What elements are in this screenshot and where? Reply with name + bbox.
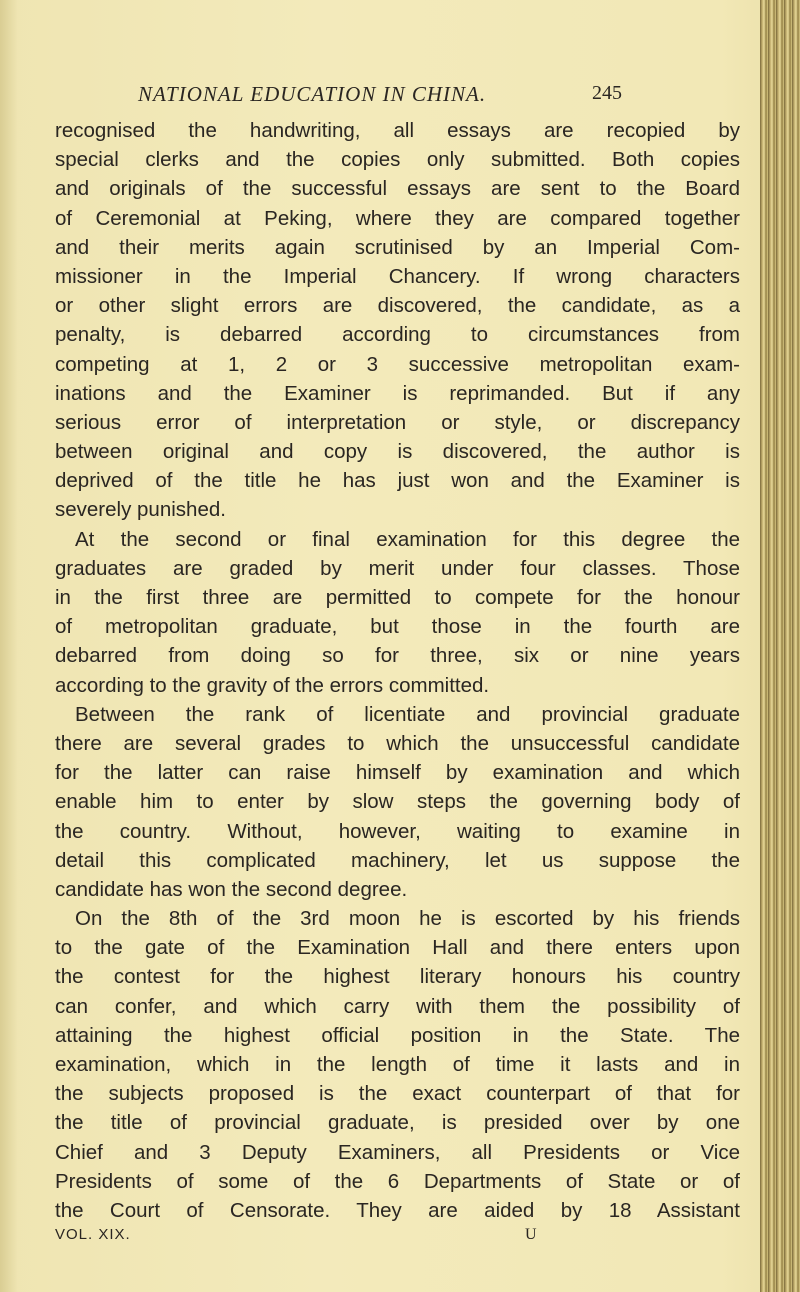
text-line: candidate has won the second degree.	[55, 877, 408, 901]
text-line: graduates are graded by merit under four classes. Those	[55, 556, 740, 580]
text-line: and their merits again scrutinised by an Imperial Com-	[55, 235, 740, 259]
text-line: the title of provincial graduate, is presided over by one	[55, 1111, 740, 1135]
text-line: penalty, is debarred according to circumstances from	[55, 323, 740, 347]
text-line: At the second or final examination for this degree the	[75, 527, 740, 551]
text-line: On the 8th of the 3rd moon he is escorted by his friends	[75, 907, 740, 931]
text-line: recognised the handwriting, all essays are recopied by	[55, 119, 740, 142]
text-line: can confer, and which carry with them the possibility of	[55, 994, 740, 1018]
running-title: NATIONAL EDUCATION IN CHINA.	[138, 82, 487, 106]
text-line: between original and copy is discovered, the author is	[55, 440, 740, 464]
book-page-edges	[760, 0, 800, 1292]
text-line: or other slight errors are discovered, the candidate, as a	[55, 294, 740, 318]
signature-mark: U	[525, 1226, 537, 1243]
text-line: of Ceremonial at Peking, where they are compared together	[55, 206, 740, 230]
text-line: attaining the highest official position in the State. The	[55, 1023, 740, 1047]
text-line: missioner in the Imperial Chancery. If wrong characters	[55, 264, 740, 288]
text-line: of metropolitan graduate, but those in the fourth are	[55, 615, 740, 639]
text-line: special clerks and the copies only submitted. Both copies	[55, 148, 740, 172]
volume-label: VOL. XIX.	[55, 1226, 131, 1243]
text-line: the country. Without, however, waiting to examine in	[55, 819, 740, 843]
text-line: the contest for the highest literary honours his country	[55, 965, 740, 989]
text-line: there are several grades to which the unsuccessful candidate	[55, 731, 740, 755]
text-line: and originals of the successful essays are sent to the Board	[55, 177, 740, 201]
text-line: the Court of Censorate. They are aided by 18 Assistant	[55, 1198, 740, 1222]
text-line: inations and the Examiner is reprimanded. But if any	[55, 381, 740, 405]
text-line: examination, which in the length of time it lasts and in	[55, 1053, 740, 1076]
text-line: Presidents of some of the 6 Departments of State or of	[55, 1169, 740, 1193]
text-line: deprived of the title he has just won and the Examiner is	[55, 469, 740, 493]
text-line: for the latter can raise himself by examination and which	[55, 761, 740, 785]
text-line: detail this complicated machinery, let us suppose the	[55, 848, 740, 872]
text-line: enable him to enter by slow steps the governing body of	[55, 790, 740, 814]
text-line: serious error of interpretation or style, or discrepancy	[55, 410, 740, 434]
text-line: to the gate of the Examination Hall and there enters upon	[55, 936, 740, 960]
page-number: 245	[592, 82, 622, 104]
text-line: severely punished.	[55, 498, 226, 522]
text-line: debarred from doing so for three, six or nine years	[55, 644, 740, 668]
text-line: in the first three are permitted to compete for the honour	[55, 586, 740, 609]
page-gutter-shadow	[0, 0, 18, 1292]
text-line: Between the rank of licentiate and provincial graduate	[75, 702, 740, 726]
text-line: according to the gravity of the errors committed.	[55, 673, 490, 697]
body-text	[55, 116, 740, 1225]
text-line: the subjects proposed is the exact counterpart of that for	[55, 1082, 740, 1106]
text-line: Chief and 3 Deputy Examiners, all Presidents or Vice	[55, 1140, 740, 1164]
text-line: competing at 1, 2 or 3 successive metropolitan exam-	[55, 352, 740, 376]
